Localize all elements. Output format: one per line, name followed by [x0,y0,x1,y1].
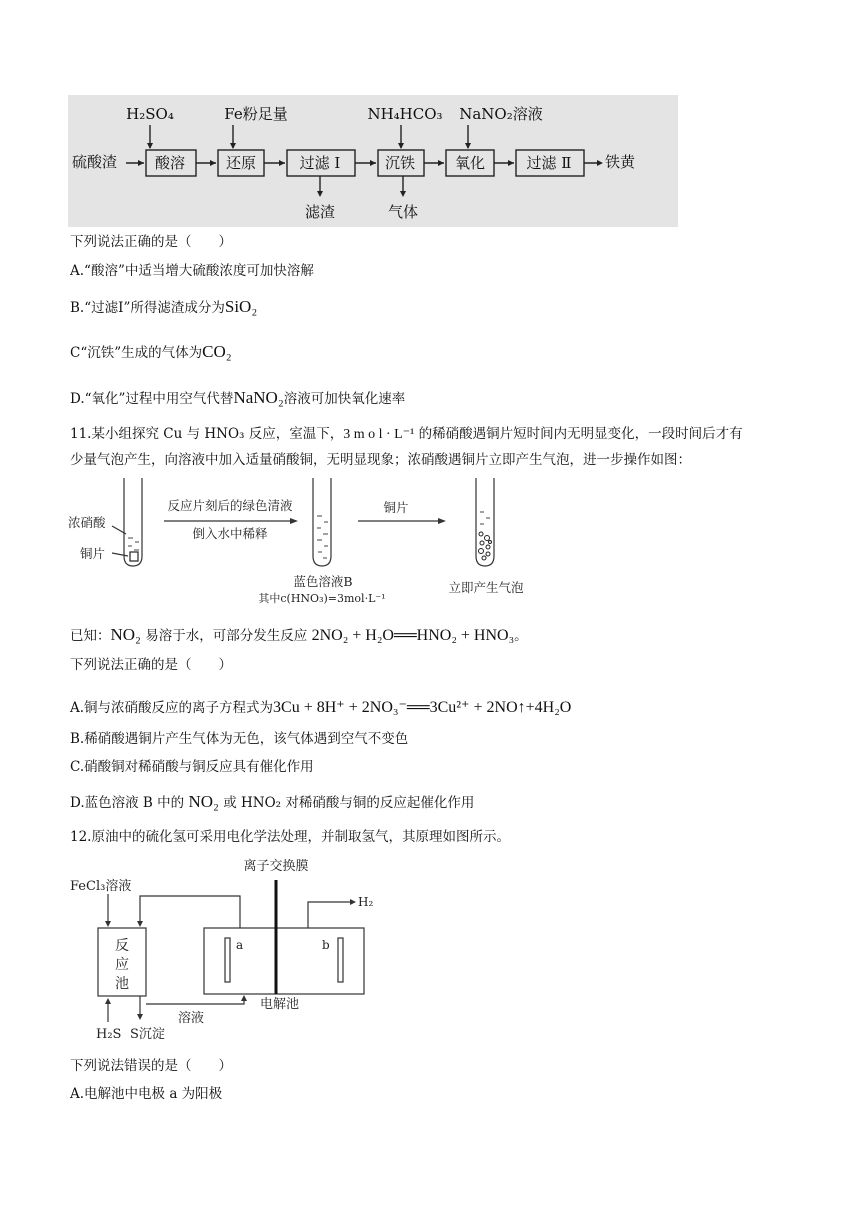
q12-option-a: A.电解池中电极 a 为阳极 [70,1086,223,1102]
q11-a-text: A.铜与浓硝酸反应的离子方程式为 [70,700,274,716]
label-conc-acid: 浓硝酸 [68,515,106,530]
step-filter2: 过滤 Ⅱ [526,154,572,172]
pool-char-1: 反 [115,938,129,954]
label-membrane: 离子交换膜 [243,859,309,874]
input-nh4hco3: NH₄HCO₃ [367,105,443,123]
q11-line1-text: 11.某小组探究 Cu 与 HNO₃ 反应，室温下， [70,426,344,442]
q10-option-c [70,342,232,363]
q12-line1: 12.原油中的硫化氢可采用电化学法处理，并制取氢气，其原理如图所示。 [70,829,510,845]
process-flow-diagram [68,95,678,227]
q11-known-text: 易溶于水，可部分发生反应 [140,628,312,644]
q10-b-text: B.“过滤Ⅰ”所得滤渣成分为 [70,300,225,316]
q11-option-d [70,792,474,813]
arrow2-top-label: 铜片 [383,500,409,515]
q11-option-a [70,698,571,718]
input-fe: Fe粉足量 [224,105,288,123]
q11-known-end: 。 [514,628,528,644]
q11-option-b: B.稀硝酸遇铜片产生气体为无色，该气体遇到空气不变色 [70,731,409,747]
q11-known [70,625,528,646]
q11-d-text: D.蓝色溶液 B 中的 [70,795,189,811]
q11-line2: 少量气泡产生，向溶液中加入适量硝酸铜，无明显现象；浓硝酸遇铜片立即产生气泡，进一步操作如图： [70,452,691,468]
q11-option-c: C.硝酸铜对稀硝酸与铜反应具有催化作用 [70,759,314,775]
electrode-a: a [236,938,244,952]
label-s: S沉淀 [130,1027,165,1042]
pool-char-2: 应 [115,957,129,973]
q10-c-formula: CO₂ [202,342,232,361]
label-h2s: H₂S [96,1027,122,1042]
q10-b-formula: SiO₂ [224,297,258,316]
step-reduce: 还原 [225,154,257,172]
q10-c-text: C“沉铁”生成的气体为 [70,345,203,361]
q11-a-equation: 3Cu + 8H⁺ + 2NO₃⁻══3Cu²⁺ + 2NO↑+4H₂O [273,699,572,716]
q12-prompt: 下列说法错误的是（ ） [70,1058,232,1074]
label-h2: H₂ [358,895,374,909]
q10-option-a: A.“酸溶”中适当增大硫酸浓度可加快溶解 [70,263,314,279]
label-cell: 电解池 [260,997,300,1012]
flow-end: 铁黄 [605,153,636,171]
q11-d-text-end: 或 HNO₂ 对稀硝酸与铜的反应起催化作用 [218,795,475,811]
step-precip: 沉铁 [384,154,416,172]
input-h2so4: H₂SO₄ [126,105,174,123]
tube3-caption: 立即产生气泡 [448,580,524,595]
arrow1-bottom-label: 倒入水中稀释 [192,526,268,541]
q11-d-no2: NO₂ [188,792,219,811]
tube2-concentration: 其中c(HNO₃)=3mol·L⁻¹ [258,592,386,605]
label-fecl3: FeCl₃溶液 [70,879,132,894]
pool-char-3: 池 [115,976,129,992]
q11-known-equation: 2NO₂ + H₂O══HNO₂ + HNO₃ [311,627,515,644]
q11-known-label: 已知： [70,628,111,644]
step-acid: 酸溶 [154,154,186,172]
q10-option-d [70,388,405,409]
q11-concentration: 3 m o l · L⁻¹ [343,427,415,442]
q10-d-formula: NaNO₂ [233,388,284,407]
tube-experiment-diagram [68,472,548,608]
tube2-caption: 蓝色溶液B [293,574,353,589]
q10-prompt: 下列说法正确的是（ ） [70,234,232,250]
q10-option-b [70,297,257,318]
flow-start: 硫酸渣 [72,153,118,171]
q10-d-text: D.“氧化”过程中用空气代替 [70,391,234,407]
label-solution: 溶液 [178,1011,205,1026]
q11-prompt: 下列说法正确的是（ ） [70,657,232,673]
output-residue: 滤渣 [304,203,336,221]
label-copper: 铜片 [80,546,106,561]
output-gas: 气体 [387,203,419,221]
arrow1-top-label: 反应片刻后的绿色清液 [167,498,293,513]
step-oxidize: 氧化 [454,154,486,172]
q11-known-no2: NO₂ [110,625,141,644]
q10-d-text-end: 溶液可加快氧化速率 [283,391,406,407]
electrode-b: b [322,938,330,952]
q11-line1 [70,424,743,445]
input-nano2: NaNO₂溶液 [459,105,543,123]
q11-line1-end: 的稀硝酸遇铜片短时间内无明显变化，一段时间后才有 [414,426,743,442]
electrolysis-diagram [68,852,398,1052]
step-filter1: 过滤 Ⅰ [299,154,341,172]
